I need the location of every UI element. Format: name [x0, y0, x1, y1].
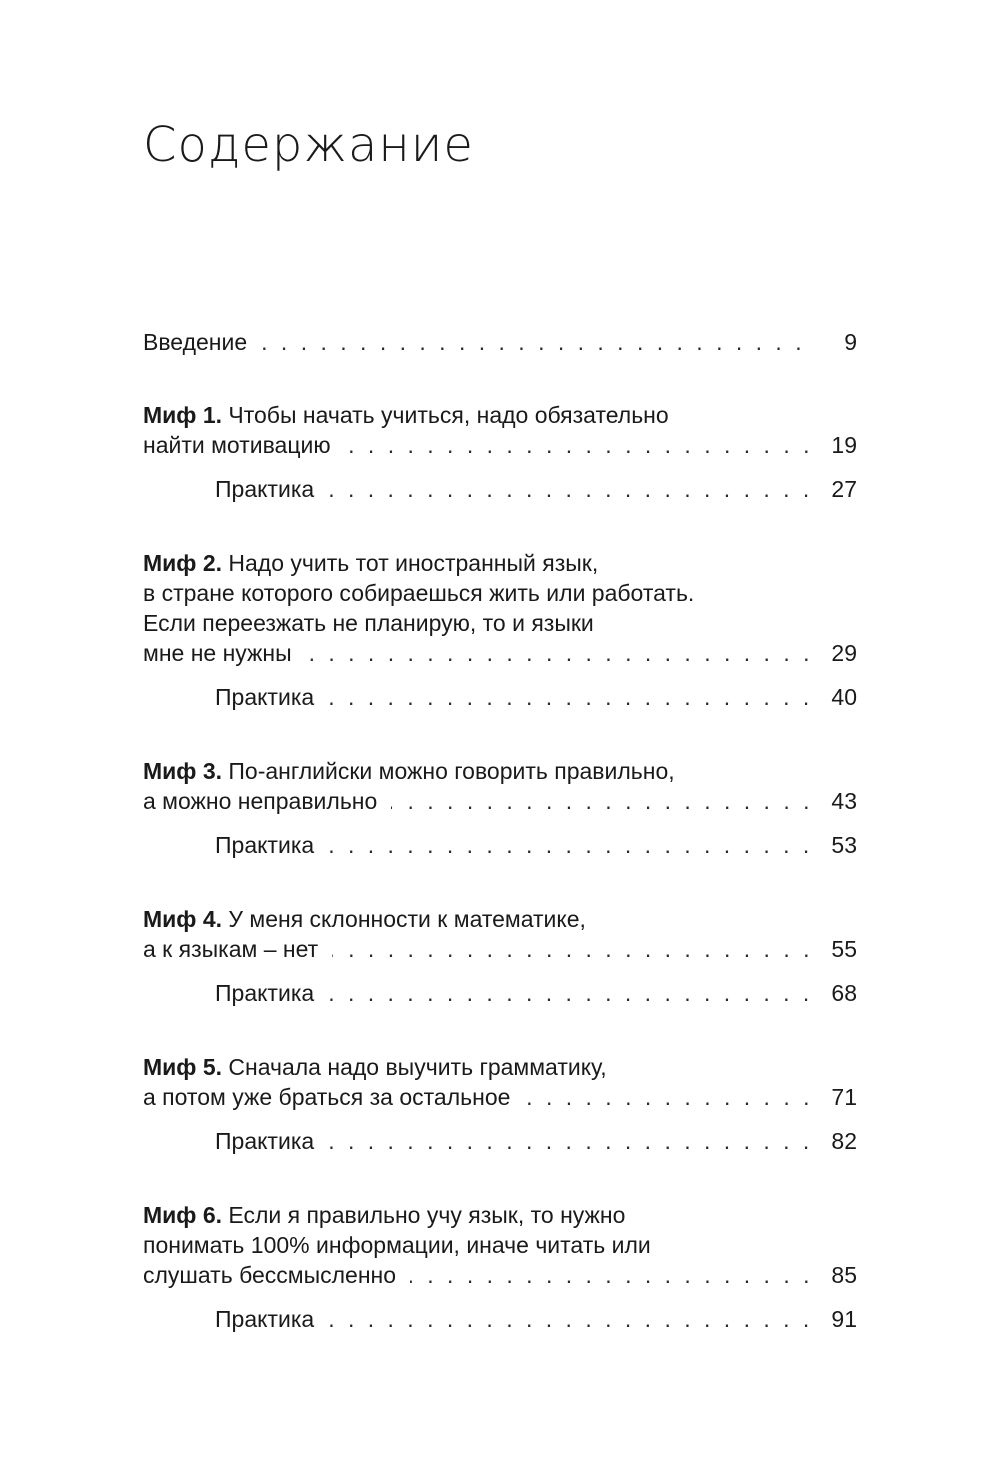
toc-entry-practice-1[interactable] — [143, 474, 857, 504]
toc-line — [143, 1200, 857, 1230]
toc-entry-myth-2[interactable] — [143, 548, 857, 668]
toc-entry-practice-2[interactable] — [143, 682, 857, 712]
dot-leader — [391, 786, 813, 816]
myth-number: Миф 3. — [143, 758, 222, 784]
page-number: 43 — [831, 788, 857, 814]
toc-entry-label: Введение — [143, 329, 248, 355]
toc-line — [143, 474, 857, 504]
toc-entry-text: мне не нужны — [143, 640, 292, 666]
page-number: 29 — [831, 640, 857, 666]
toc-entry-text: в стране которого собираешься жить или работать. — [143, 580, 695, 606]
dot-leader — [328, 1126, 813, 1156]
table-of-contents — [143, 327, 857, 1378]
toc-entry-practice-3[interactable] — [143, 830, 857, 860]
toc-entry-text: Сначала надо выучить грамматику, — [228, 1054, 607, 1080]
toc-entry-myth-5[interactable] — [143, 1052, 857, 1112]
page-number: 68 — [831, 980, 857, 1006]
toc-entry-myth-3[interactable] — [143, 756, 857, 816]
dot-leader — [328, 474, 813, 504]
dot-leader — [328, 682, 813, 712]
toc-entry-label: Практика — [215, 1306, 315, 1332]
toc-entry-label: Практика — [215, 832, 315, 858]
toc-entry-practice-5[interactable] — [143, 1126, 857, 1156]
page-number: 19 — [831, 432, 857, 458]
dot-leader — [524, 1082, 813, 1112]
toc-entry-label: Практика — [215, 476, 315, 502]
myth-number: Миф 4. — [143, 906, 222, 932]
toc-entry-intro[interactable] — [143, 327, 857, 357]
toc-entry-text: Чтобы начать учиться, надо обязательно — [228, 402, 669, 428]
toc-entry-text: Надо учить тот иностранный язык, — [228, 550, 599, 576]
toc-line — [143, 548, 857, 578]
toc-line — [143, 578, 857, 608]
toc-entry-text: а можно неправильно — [143, 788, 378, 814]
toc-line — [143, 327, 857, 357]
toc-line — [143, 934, 857, 964]
toc-entry-label: Практика — [215, 684, 315, 710]
toc-entry-myth-4[interactable] — [143, 904, 857, 964]
dot-leader — [328, 1304, 813, 1334]
myth-number: Миф 5. — [143, 1054, 222, 1080]
toc-line — [143, 608, 857, 638]
dot-leader — [261, 327, 813, 357]
toc-entry-text: Если я правильно учу язык, то нужно — [228, 1202, 626, 1228]
toc-line — [143, 1126, 857, 1156]
toc-line — [143, 682, 857, 712]
toc-entry-myth-1[interactable] — [143, 400, 857, 460]
toc-line — [143, 786, 857, 816]
page-number: 9 — [844, 329, 857, 355]
myth-number: Миф 2. — [143, 550, 222, 576]
toc-line — [143, 638, 857, 668]
page-number: 91 — [831, 1306, 857, 1332]
myth-number: Миф 6. — [143, 1202, 222, 1228]
toc-entry-text: понимать 100% информации, иначе читать или — [143, 1232, 651, 1258]
toc-entry-text: а потом уже браться за остальное — [143, 1084, 511, 1110]
toc-line — [143, 978, 857, 1008]
toc-line — [143, 904, 857, 934]
toc-entry-label: Практика — [215, 980, 315, 1006]
toc-entry-text: слушать бессмысленно — [143, 1262, 397, 1288]
toc-entry-practice-4[interactable] — [143, 978, 857, 1008]
toc-line — [143, 756, 857, 786]
toc-line — [143, 1304, 857, 1334]
dot-leader — [345, 430, 813, 460]
page-number: 27 — [831, 476, 857, 502]
page-number: 55 — [831, 936, 857, 962]
toc-line — [143, 400, 857, 430]
toc-line — [143, 1260, 857, 1290]
page-number: 85 — [831, 1262, 857, 1288]
toc-entry-text: найти мотивацию — [143, 432, 331, 458]
page-number: 71 — [831, 1084, 857, 1110]
page-number: 82 — [831, 1128, 857, 1154]
page-title: Содержание — [143, 117, 474, 173]
toc-entry-text: а к языкам – нет — [143, 936, 319, 962]
toc-entry-text: Если переезжать не планирую, то и языки — [143, 610, 594, 636]
dot-leader — [328, 978, 813, 1008]
dot-leader — [332, 934, 813, 964]
toc-line — [143, 1082, 857, 1112]
toc-line — [143, 830, 857, 860]
page-number: 53 — [831, 832, 857, 858]
page-number: 40 — [831, 684, 857, 710]
toc-entry-label: Практика — [215, 1128, 315, 1154]
toc-entry-text: По-английски можно говорить правильно, — [228, 758, 675, 784]
toc-line — [143, 1230, 857, 1260]
toc-entry-myth-6[interactable] — [143, 1200, 857, 1290]
toc-entry-practice-6[interactable] — [143, 1304, 857, 1334]
toc-entry-text: У меня склонности к математике, — [228, 906, 586, 932]
myth-number: Миф 1. — [143, 402, 222, 428]
dot-leader — [410, 1260, 813, 1290]
toc-line — [143, 1052, 857, 1082]
toc-line — [143, 430, 857, 460]
dot-leader — [306, 638, 813, 668]
dot-leader — [328, 830, 813, 860]
